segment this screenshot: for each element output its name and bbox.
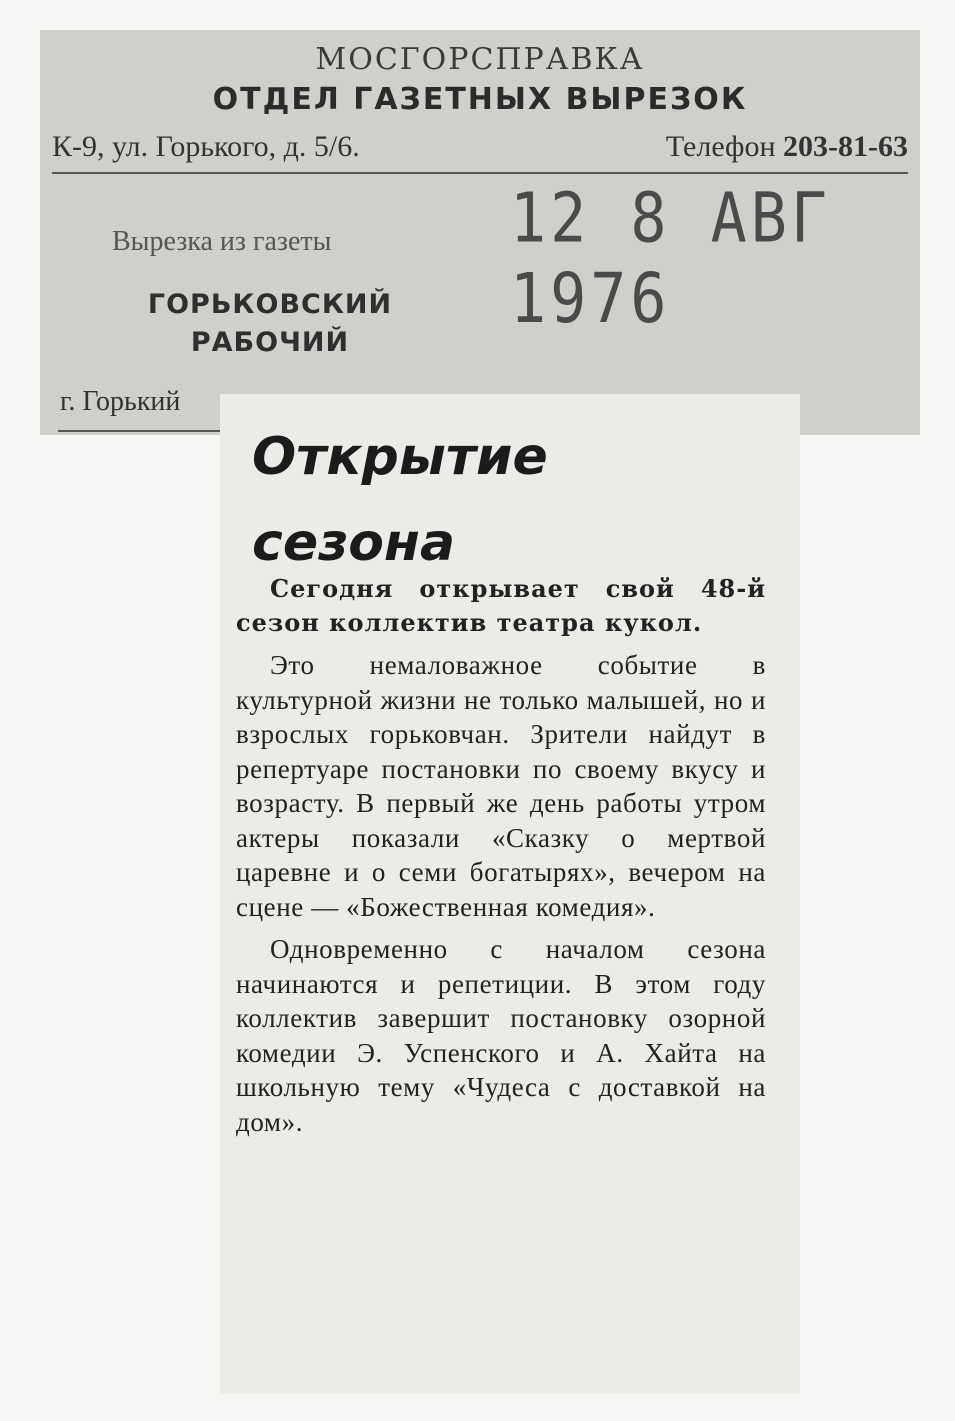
organization-name: МОСГОРСПРАВКА [315,42,645,77]
newspaper-name [120,286,420,362]
article-headline [252,414,548,586]
article-body [236,572,766,1139]
article-paragraph: Это немаловажное событие в культурной жизни не только малышей, но и взрослых горьковчан. Зрители найдут в репертуаре постановки по своему вкусу и возрасту. В первый же день работы утром актеры показали «Сказку о мертвой царевне и о семи богатырях», вечером на сцене — «Божественная комедия». [236,650,766,922]
article-lead: Сегодня открывает свой 48-й сезон коллектив театра кукол. [236,574,766,637]
divider [52,172,908,174]
service-phone [666,130,908,164]
headline-line1: Открытие [252,427,548,487]
headline-line2: сезона [252,513,456,573]
date-stamp: 12 8 АВГ 1976 [510,178,831,339]
department-name: ОТДЕЛ ГАЗЕТНЫХ ВЫРЕЗОК [212,82,748,117]
city-underline [58,430,223,432]
article-paragraph: Одновременно с началом сезона начинаются и репетиции. В этом году коллектив завершит постановку озорной комедии Э. Успенского и А. Хайта на школьную тему «Чудеса с доставкой на дом». [236,934,766,1137]
clipping-service-slip [40,30,920,435]
phone-number: 203-81-63 [783,130,908,163]
service-address: К-9, ул. Горького, д. 5/6. [52,130,360,163]
newspaper-name-line1: ГОРЬКОВСКИЙ [147,289,393,320]
newspaper-name-line2: РАБОЧИЙ [190,327,350,358]
phone-label: Телефон [665,130,776,163]
newspaper-city: г. Горький [60,386,181,417]
newspaper-clipping [220,394,800,1394]
cut-from-label: Вырезка из газеты [112,226,332,257]
